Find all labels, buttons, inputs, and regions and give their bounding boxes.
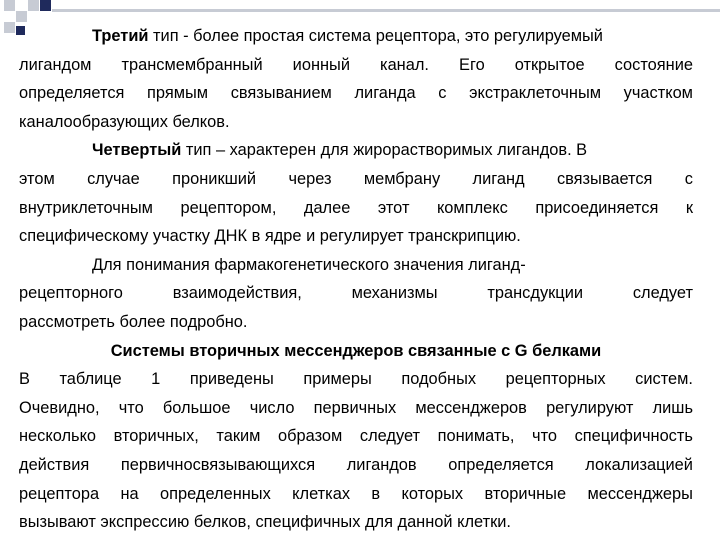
word: далее xyxy=(303,198,351,217)
word: регулируют xyxy=(546,398,634,417)
word: определяется xyxy=(448,455,554,474)
word: приведены xyxy=(189,370,274,389)
word: связыванием xyxy=(230,84,332,103)
word: состояние xyxy=(614,55,693,74)
line-1: Третий тип - более простая система рецептора, это регулируемый xyxy=(92,27,603,45)
word: примеры xyxy=(303,370,372,389)
word: этом xyxy=(19,169,55,188)
line-16 xyxy=(19,451,693,480)
word: следует xyxy=(632,284,693,303)
word: определенных xyxy=(160,484,271,503)
word: первичных xyxy=(313,398,397,417)
line-14 xyxy=(19,394,693,423)
word: мессенджеров xyxy=(415,398,527,417)
decor-square-navy-1 xyxy=(40,0,51,11)
word: что xyxy=(118,398,144,417)
word: проникший xyxy=(172,169,257,188)
line-18: вызывают экспрессию белков, специфичных для данной клетки. xyxy=(19,513,511,532)
word: действия xyxy=(19,455,90,474)
word: таблице xyxy=(59,370,122,389)
word: через xyxy=(288,169,332,188)
word: лигандов xyxy=(346,455,417,474)
word: лиганда xyxy=(354,84,416,103)
line-6 xyxy=(19,165,693,194)
line-4: каналообразующих белков. xyxy=(19,112,230,131)
word: В xyxy=(19,370,30,389)
word: мембрану xyxy=(363,169,441,188)
word: механизмы xyxy=(351,284,438,303)
word: в xyxy=(371,484,381,503)
line-13 xyxy=(19,365,693,394)
word: внутриклеточным xyxy=(19,198,153,217)
word: систем. xyxy=(635,370,693,389)
word: лишь xyxy=(652,398,693,417)
decor-square-light-1 xyxy=(4,0,15,11)
section-heading: Системы вторичных мессенджеров связанные с G белками xyxy=(110,341,602,360)
word: рецепторных xyxy=(505,370,606,389)
decor-square-light-4 xyxy=(4,22,15,33)
word: случае xyxy=(87,169,140,188)
line-7 xyxy=(19,194,693,223)
word: мессенджеры xyxy=(587,484,693,503)
word: число xyxy=(249,398,295,417)
word: рецепторного xyxy=(19,284,123,303)
line-3 xyxy=(19,79,693,108)
word: участком xyxy=(623,84,693,103)
word: рецептором, xyxy=(180,198,277,217)
line-17 xyxy=(19,480,693,509)
word: следует xyxy=(359,427,421,446)
word: Очевидно, xyxy=(19,398,100,417)
word: взаимодействия, xyxy=(172,284,302,303)
word: определяется xyxy=(19,84,125,103)
word: локализацией xyxy=(585,455,693,474)
word: 1 xyxy=(151,370,161,389)
line-9: Для понимания фармакогенетического значения лиганд- xyxy=(92,255,526,274)
term-fourth: Четвертый xyxy=(92,141,182,160)
word: вторичных, xyxy=(113,427,199,446)
line-2 xyxy=(19,51,693,80)
word: несколько xyxy=(19,427,97,446)
word: присоединяется xyxy=(535,198,659,217)
word: комплекс xyxy=(436,198,508,217)
word: трансдукции xyxy=(487,284,584,303)
decor-square-light-3 xyxy=(28,0,39,11)
word: таким xyxy=(216,427,261,446)
word: специфичность xyxy=(574,427,693,446)
word: подобных xyxy=(401,370,477,389)
word: на xyxy=(120,484,139,503)
word: рецептора xyxy=(19,484,100,503)
word: образом xyxy=(278,427,343,446)
word: экстраклеточным xyxy=(469,84,602,103)
word: первичносвязывающихся xyxy=(120,455,316,474)
word: трансмембранный xyxy=(121,55,263,74)
word: открытое xyxy=(514,55,585,74)
line-8: специфическому участку ДНК в ядре и регулирует транскрипцию. xyxy=(19,227,521,246)
word: с xyxy=(438,84,447,103)
word: большое xyxy=(162,398,231,417)
line-10 xyxy=(19,279,693,308)
word: прямым xyxy=(147,84,209,103)
word: лигандом xyxy=(19,55,92,74)
line-5: Четвертый тип – характерен для жирорастворимых лигандов. В xyxy=(92,141,588,160)
word: вторичные xyxy=(484,484,567,503)
word: лиганд xyxy=(472,169,525,188)
slide-body xyxy=(19,22,693,537)
word: ионный xyxy=(292,55,350,74)
decor-square-light-2 xyxy=(16,11,27,22)
decor-bar xyxy=(52,9,720,12)
word: канал. xyxy=(380,55,429,74)
word: связывается xyxy=(556,169,653,188)
term-third: Третий xyxy=(92,27,149,45)
word: с xyxy=(684,169,693,188)
word: что xyxy=(532,427,558,446)
word: которых xyxy=(401,484,464,503)
line-15 xyxy=(19,422,693,451)
word: этот xyxy=(377,198,410,217)
word: Его xyxy=(459,55,485,74)
word: к xyxy=(685,198,693,217)
line-11: рассмотреть более подробно. xyxy=(19,312,248,331)
word: понимать, xyxy=(437,427,515,446)
word: клетках xyxy=(292,484,351,503)
